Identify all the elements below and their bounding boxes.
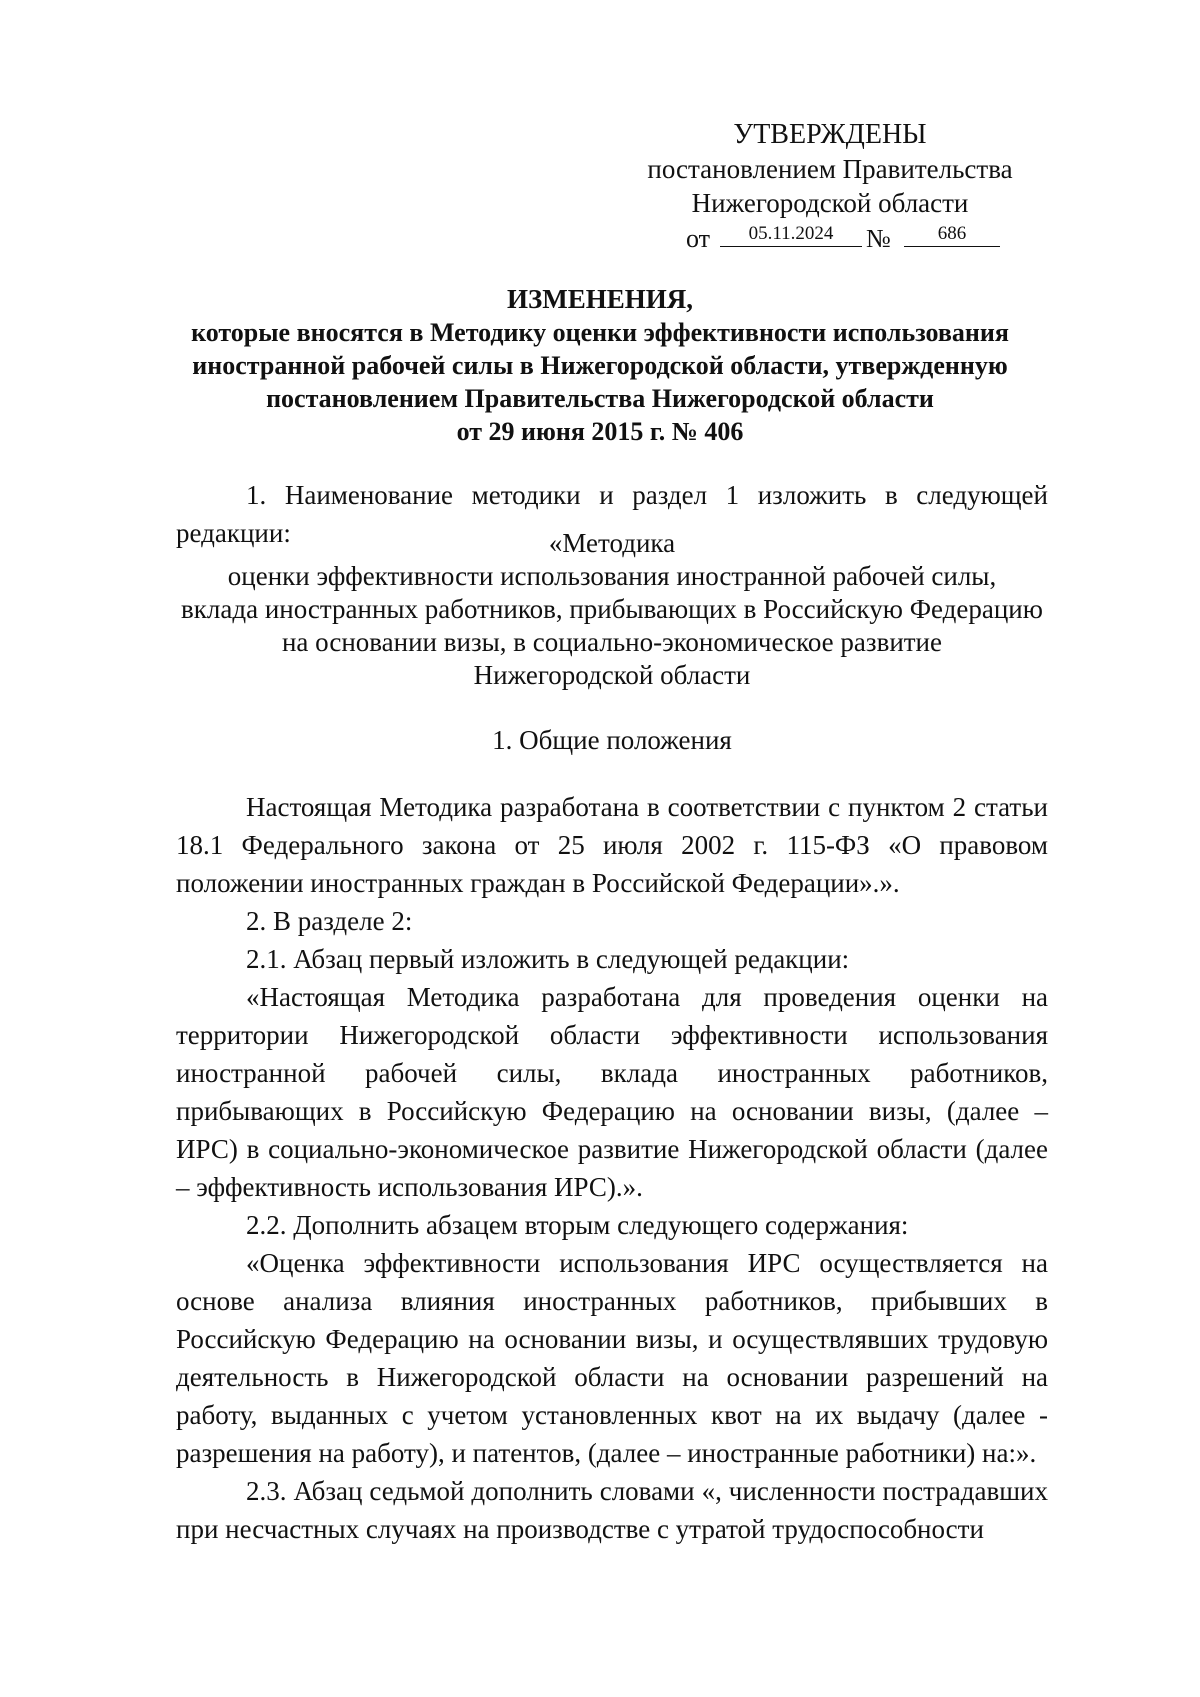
approval-title: УТВЕРЖДЕНЫ — [733, 119, 927, 150]
heading-main: ИЗМЕНЕНИЯ, — [506, 284, 693, 314]
body-text — [176, 788, 1048, 1548]
heading-line-3: постановлением Правительства Нижегородской области — [266, 384, 934, 413]
heading-line-1: которые вносятся в Методику оценки эффективности использования — [191, 318, 1009, 347]
approval-date: 05.11.2024 — [720, 222, 862, 247]
paragraph-1: Настоящая Методика разработана в соответствии с пунктом 2 статьи 18.1 Федерального закона от 25 июля 2002 г. 115-ФЗ «О правовом положении иностранных граждан в Российской Федерации».». — [176, 792, 1048, 898]
paragraph-5: 2.2. Дополнить абзацем вторым следующего содержания: — [246, 1210, 909, 1240]
heading-line-4: от 29 июня 2015 г. № 406 — [456, 417, 744, 446]
approval-date-line — [640, 220, 1020, 254]
paragraph-2: 2. В разделе 2: — [246, 906, 413, 936]
approval-line-1: постановлением Правительства — [647, 154, 1013, 184]
heading-line-2: иностранной рабочей силы в Нижегородской области, утвержденную — [192, 351, 1008, 380]
number-sign: № — [866, 224, 891, 253]
document-heading — [150, 283, 1050, 448]
methodology-title — [176, 527, 1048, 692]
methodology-title-line-3: вклада иностранных работников, прибывающих в Российскую Федерацию — [181, 594, 1043, 624]
approval-line-2: Нижегородской области — [691, 188, 969, 218]
paragraph-6: «Оценка эффективности использования ИРС осуществляется на основе анализа влияния иностранных работников, прибывших в Российскую Федерацию на основании визы, и осуществлявших трудовую деятельность в Нижегородской области на основании разрешений на работу, выданных с учетом установленных квот на их выдачу (далее - разрешения на работу), и патентов, (далее – иностранные работники) на:». — [176, 1248, 1048, 1468]
methodology-title-line-1: «Методика — [548, 528, 676, 558]
approval-number: 686 — [904, 222, 1000, 247]
section-1-title-block — [176, 724, 1048, 757]
paragraph-3: 2.1. Абзац первый изложить в следующей редакции: — [246, 944, 850, 974]
item-1-paragraph: 1. Наименование методики и раздел 1 изложить в следующей редакции: — [176, 480, 1048, 548]
methodology-title-line-5: Нижегородской области — [473, 660, 751, 690]
section-1-title: 1. Общие положения — [492, 725, 732, 755]
paragraph-7: 2.3. Абзац седьмой дополнить словами «, численности пострадавших при несчастных случаях на производстве с утратой трудоспособности — [176, 1476, 1048, 1544]
methodology-title-line-4: на основании визы, в социально-экономическое развитие — [281, 627, 942, 657]
date-prefix: от — [686, 224, 711, 253]
approval-stamp-block — [640, 118, 1020, 254]
methodology-title-line-2: оценки эффективности использования иностранной рабочей силы, — [227, 561, 997, 591]
paragraph-4: «Настоящая Методика разработана для проведения оценки на территории Нижегородской области эффективности использования иностранной рабочей силы, вклада иностранных работников, прибывающих в Российскую Федерацию на основании визы, (далее – ИРС) в социально-экономическое развитие Нижегородской области (далее – эффективность использования ИРС).». — [176, 982, 1048, 1202]
